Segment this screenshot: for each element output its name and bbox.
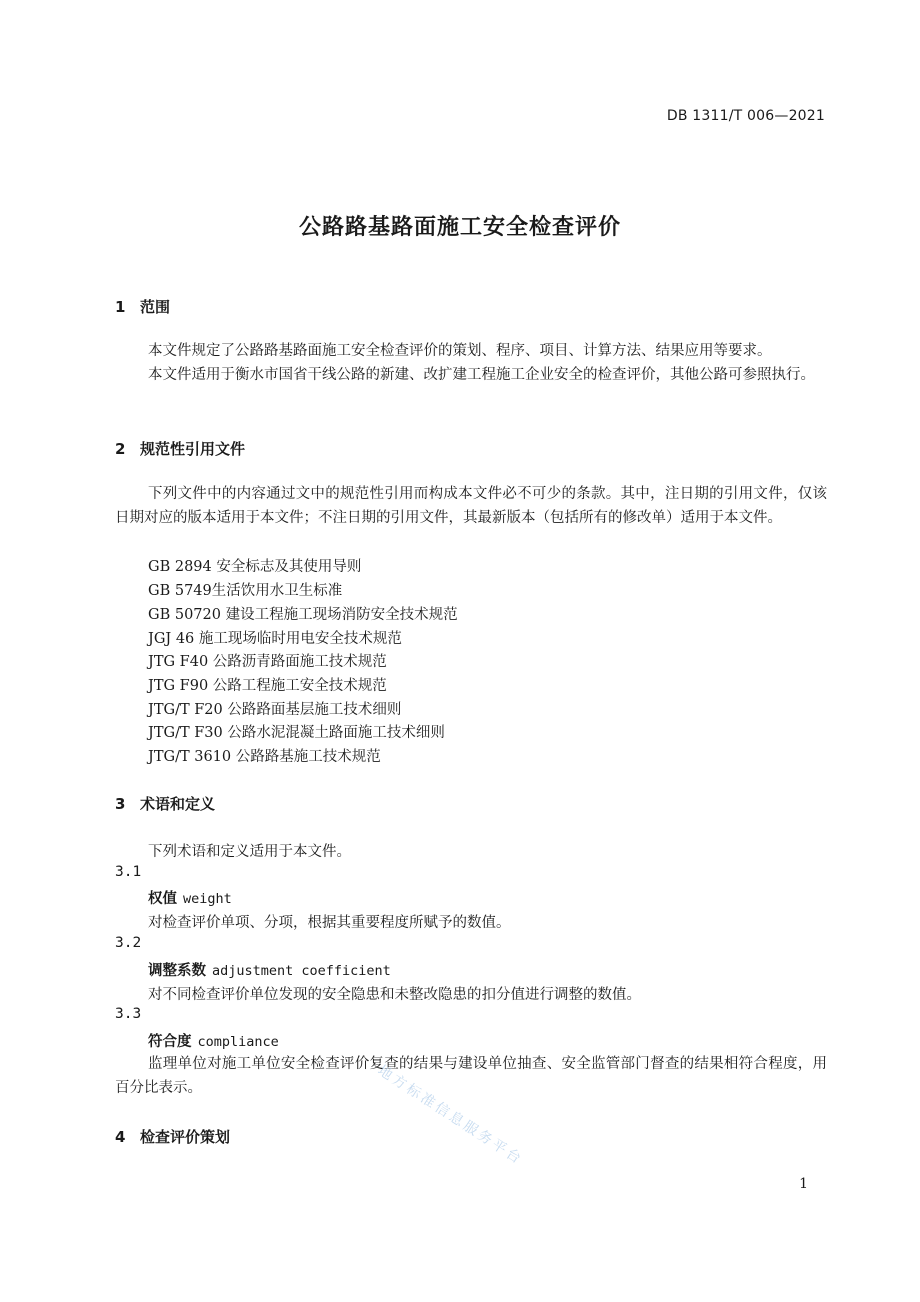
document-code: DB 1311/T 006—2021 xyxy=(666,108,825,124)
section-1-para-1: 本文件规定了公路路基路面施工安全检查评价的策划、程序、项目、计算方法、结果应用等要求。 xyxy=(148,343,772,359)
term-zh: 符合度 xyxy=(148,1034,192,1050)
section-3-intro: 下列术语和定义适用于本文件。 xyxy=(148,844,351,860)
section-2-heading xyxy=(115,438,245,459)
reference-item: JTG F40 公路沥青路面施工技术规范 xyxy=(148,654,387,670)
section-number: 3 xyxy=(115,795,126,813)
term-en: weight xyxy=(183,891,232,907)
reference-item: GB 2894 安全标志及其使用导则 xyxy=(148,559,362,575)
section-number: 2 xyxy=(115,440,126,458)
reference-item: JTG F90 公路工程施工安全技术规范 xyxy=(148,678,387,694)
page-number: 1 xyxy=(799,1176,808,1192)
term-definition: 对检查评价单项、分项，根据其重要程度所赋予的数值。 xyxy=(148,915,511,931)
reference-item: GB 5749生活饮用水卫生标准 xyxy=(148,583,343,599)
term-number: 3.2 xyxy=(115,935,142,951)
term-en: compliance xyxy=(197,1034,279,1050)
reference-item: JTG/T 3610 公路路基施工技术规范 xyxy=(148,749,381,765)
section-title: 检查评价策划 xyxy=(140,1128,231,1146)
section-title: 规范性引用文件 xyxy=(140,440,246,458)
term-definition: 监理单位对施工单位安全检查评价复查的结果与建设单位抽查、安全监管部门督查的结果相符合程度，用百分比表示。 xyxy=(115,1056,827,1096)
section-2-para-1: 下列文件中的内容通过文中的规范性引用而构成本文件必不可少的条款。其中，注日期的引用文件，仅该日期对应的版本适用于本文件；不注日期的引用文件，其最新版本（包括所有的修改单）适用于本文件。 xyxy=(115,486,827,526)
reference-item: JGJ 46 施工现场临时用电安全技术规范 xyxy=(148,631,402,647)
section-3-heading xyxy=(115,793,215,814)
reference-item: JTG/T F20 公路路面基层施工技术细则 xyxy=(148,702,402,718)
section-number: 1 xyxy=(115,298,126,316)
section-1-para-2: 本文件适用于衡水市国省干线公路的新建、改扩建工程施工企业安全的检查评价，其他公路可参照执行。 xyxy=(148,367,815,383)
term-number: 3.3 xyxy=(115,1006,142,1022)
term-entry xyxy=(148,959,391,980)
watermark: 地方标准信息服务平台 xyxy=(374,1062,526,1169)
reference-item: GB 50720 建设工程施工现场消防安全技术规范 xyxy=(148,607,458,623)
section-4-heading xyxy=(115,1126,230,1147)
term-entry xyxy=(148,887,232,908)
term-zh: 权值 xyxy=(148,891,177,907)
term-number: 3.1 xyxy=(115,864,142,880)
section-1-heading xyxy=(115,296,170,317)
term-definition: 对不同检查评价单位发现的安全隐患和未整改隐患的扣分值进行调整的数值。 xyxy=(148,987,641,1003)
term-en: adjustment coefficient xyxy=(212,963,391,979)
document-title: 公路路基路面施工安全检查评价 xyxy=(298,215,621,240)
section-title: 术语和定义 xyxy=(140,795,216,813)
section-title: 范围 xyxy=(140,298,171,316)
section-number: 4 xyxy=(115,1128,126,1146)
term-zh: 调整系数 xyxy=(148,963,206,979)
term-entry xyxy=(148,1030,279,1051)
reference-item: JTG/T F30 公路水泥混凝土路面施工技术细则 xyxy=(148,725,445,741)
